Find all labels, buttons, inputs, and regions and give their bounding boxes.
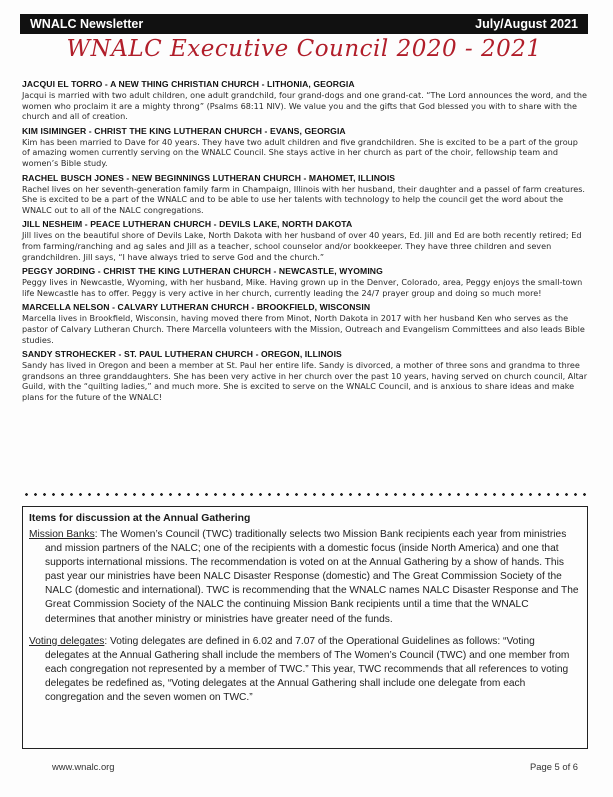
bio-heading: SANDY STROHECKER - ST. PAUL LUTHERAN CHURCH - OREGON, ILLINOIS <box>22 349 342 360</box>
discussion-item-text: : Voting delegates are defined in 6.02 and 7.07 of the Operational Guidelines as follows: “Voting delegates at the Annual Gathering shall include the members of The Women’s Council (TWC) and one member from each congregation not represented by a member of TWC.” This year, TWC recommends that all references to voting delegates be redefined as, “Voting delegates at the Annual Gathering shall include one delegate from each congregation and the seven women on TWC.” <box>45 635 570 704</box>
bio-text: Sandy has lived in Oregon and been a member at St. Paul her entire life. Sandy is divorced, a mother of three sons and grandma to three grandsons an three granddaughters. She has been very active in her church over the past 10 years, having served on church council, Altar Guild, with the “quilting ladies,” and much more. She is excited to serve on the WNALC Council, and is anxious to share ideas and make plans for the future of the WNALC! <box>22 360 588 402</box>
bio-text: Jacqui is married with two adult children, one adult grandchild, four grand-dogs and one grand-cat. “The Lord announces the word, and the women who proclaim it are a mighty throng” (Psalms 68:11 NIV). We value you and the gifts that God blessed you with to share with the church and all of creation. <box>22 90 587 122</box>
bio-text: Rachel lives on her seventh-generation family farm in Champaign, Illinois with her husband, their daughter and a passel of farm creatures. She is excited to be a part of the WNALC and to be able to use her talents with technology to help the council get the word about the WNALC out to all of the NALC congregations. <box>22 183 585 215</box>
bio-entry <box>22 125 588 169</box>
issue-date: July/August 2021 <box>475 17 578 31</box>
newsletter-header <box>20 14 588 34</box>
footer-url: www.wnalc.org <box>52 761 115 772</box>
bio-heading: JILL NESHEIM - PEACE LUTHERAN CHURCH - DEVILS LAKE, NORTH DAKOTA <box>22 219 353 230</box>
discussion-item-body <box>29 528 581 627</box>
newsletter-name: WNALC Newsletter <box>30 17 144 31</box>
discussion-item-voting-delegates <box>29 635 581 705</box>
bio-heading: RACHEL BUSCH JONES - NEW BEGINNINGS LUTHERAN CHURCH - MAHOMET, ILLINOIS <box>22 172 396 183</box>
bio-text: Jill lives on the beautiful shore of Devils Lake, North Dakota with her husband of over 40 years, Ed. Jill and Ed are both recently retired; Ed from farming/ranching and ag sales and Jill as a teacher, school counselor and/or bookkeeper. They have three children and seven grandchildren. Jill says, “I have always tried to serve God and the church.” <box>22 230 582 262</box>
council-bios <box>22 78 588 405</box>
page-footer <box>52 761 578 772</box>
bio-entry <box>22 348 588 402</box>
bio-text: Kim has been married to Dave for 40 years. They have two adult children and five grandchildren. She is excited to be a part of the group of amazing women currently serving on the WNALC Council. She stays active in her church as part of the choir, fellowship team and women’s Bible study. <box>22 136 578 168</box>
page-number: Page 5 of 6 <box>530 761 578 772</box>
discussion-box <box>22 506 588 749</box>
bio-entry <box>22 265 588 298</box>
bio-text: Marcella lives in Brookfield, Wisconsin, having moved there from Minot, North Dakota in 2017 with her husband Ken who serves as the pastor of Calvary Lutheran Church. There Marcella volunteers with the Mission, Outreach and Evangelism Committees and also leads Bible studies. <box>22 313 585 345</box>
discussion-item-body <box>29 635 581 705</box>
bio-heading: JACQUI EL TORRO - A NEW THING CHRISTIAN CHURCH - LITHONIA, GEORGIA <box>22 79 355 89</box>
bio-heading: MARCELLA NELSON - CALVARY LUTHERAN CHURCH - BROOKFIELD, WISCONSIN <box>22 302 371 313</box>
bio-entry <box>22 301 588 345</box>
discussion-item-mission-banks <box>29 528 581 627</box>
page-title: WNALC Executive Council 2020 - 2021 <box>66 36 542 62</box>
bio-heading: PEGGY JORDING - CHRIST THE KING LUTHERAN CHURCH - NEWCASTLE, WYOMING <box>22 266 383 277</box>
dotted-divider <box>22 493 588 496</box>
bio-entry <box>22 218 588 262</box>
bio-heading: KIM ISIMINGER - CHRIST THE KING LUTHERAN CHURCH - EVANS, GEORGIA <box>22 125 346 136</box>
discussion-title: Items for discussion at the Annual Gathering <box>29 513 251 524</box>
discussion-item-label: Voting delegates <box>29 635 105 647</box>
discussion-item-label: Mission Banks <box>29 529 95 540</box>
bio-entry <box>22 172 588 216</box>
discussion-item-text: : The Women’s Council (TWC) traditionally selects two Mission Bank recipients each year from ministries and mission partners of the NALC; one of the recipients with a domestic focus (inside North America) and one that supports international missions. The recommendation is voted on at the Annual Gathering by a show of hands. This past year our ministries have been NALC Disaster Response (domestic) and The Great Commission Society of the NALC (domestic and international). TWC is recommending that the WNALC names NALC Disaster Response and The Great Commission Society of the NALC the continuing Mission Bank recipients until a time that the WNALC determines that another ministry or ministries have greater need of the funds. <box>45 529 579 625</box>
bio-text: Peggy lives in Newcastle, Wyoming, with her husband, Mike. Having grown up in the Denver, Colorado, area, Peggy enjoys the small-town life Newcastle has to offer. Peggy is very active in her church, currently leading the 24/7 prayer group and doing so much more! <box>22 277 583 298</box>
bio-entry <box>22 78 588 122</box>
